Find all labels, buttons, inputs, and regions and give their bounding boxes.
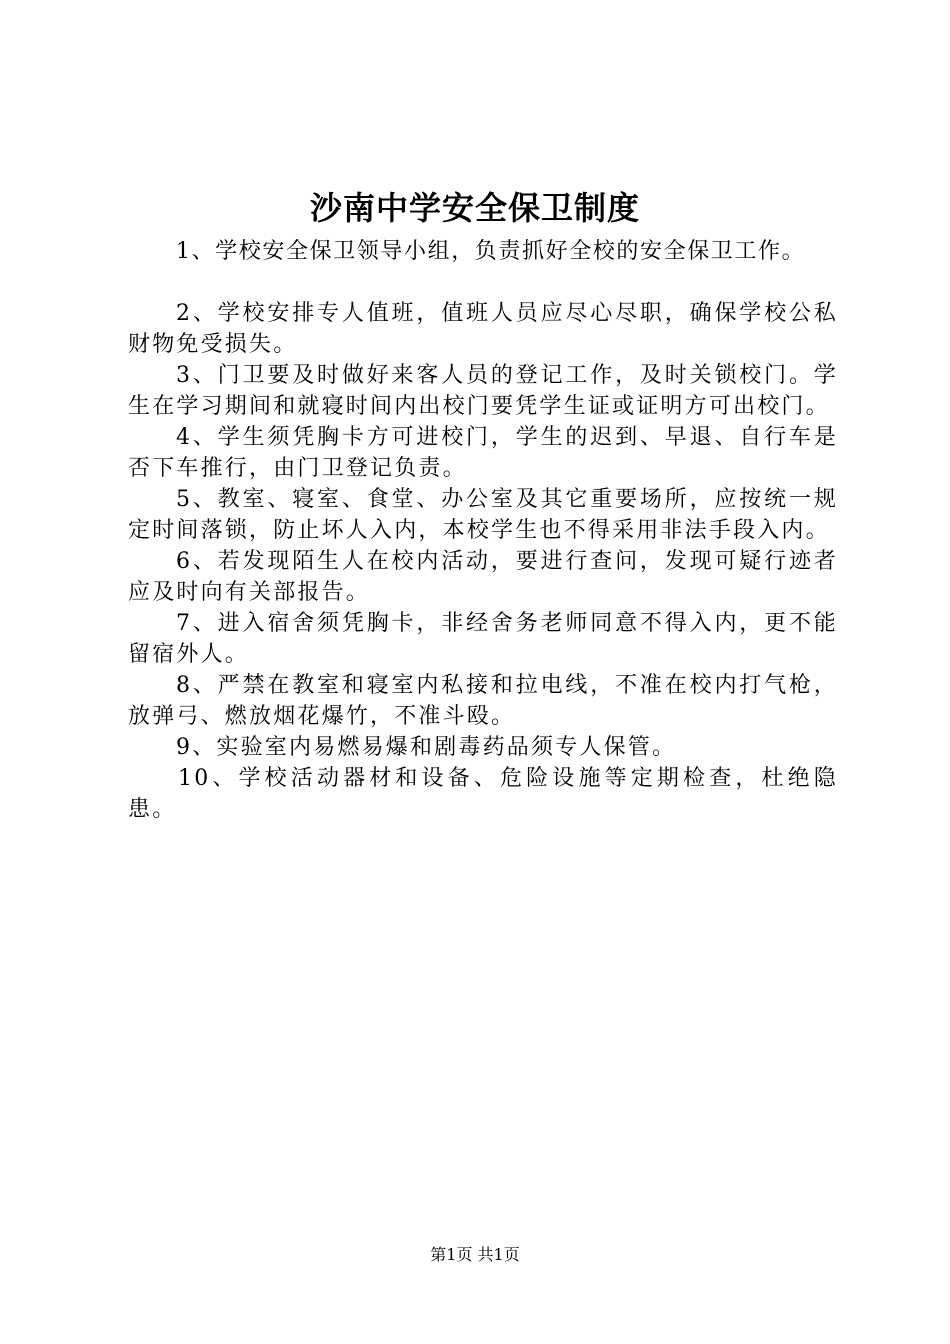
- rule-paragraph-10: 10、学校活动器材和设备、危险设施等定期检查，杜绝隐患。: [128, 766, 838, 822]
- document-body: [128, 236, 838, 825]
- rule-paragraph-2: 2、学校安排专人值班，值班人员应尽心尽职，确保学校公私财物免受损失。: [128, 301, 838, 357]
- rule-paragraph-6: 6、若发现陌生人在校内活动，要进行查问，发现可疑行迹者应及时向有关部报告。: [128, 549, 838, 605]
- page-footer: 第1页 共1页: [430, 1245, 520, 1264]
- rule-paragraph-4: 4、学生须凭胸卡方可进校门，学生的迟到、早退、自行车是否下车推行，由门卫登记负责。: [128, 425, 838, 481]
- rule-paragraph-3: 3、门卫要及时做好来客人员的登记工作，及时关锁校门。学生在学习期间和就寝时间内出校门要凭学生证或证明方可出校门。: [128, 363, 838, 419]
- rule-paragraph-1: 1、学校安全保卫领导小组，负责抓好全校的安全保卫工作。: [176, 239, 806, 264]
- rule-paragraph-9: 9、实验室内易燃易爆和剧毒药品须专人保管。: [176, 735, 677, 760]
- rule-paragraph-8: 8、严禁在教室和寝室内私接和拉电线，不准在校内打气枪，放弹弓、燃放烟花爆竹，不准斗殴。: [128, 673, 838, 729]
- rule-paragraph-5: 5、教室、寝室、食堂、办公室及其它重要场所，应按统一规定时间落锁，防止坏人入内，本校学生也不得采用非法手段入内。: [128, 487, 838, 543]
- rule-paragraph-7: 7、进入宿舍须凭胸卡，非经舍务老师同意不得入内，更不能留宿外人。: [128, 611, 838, 667]
- document-title: 沙南中学安全保卫制度: [309, 189, 640, 227]
